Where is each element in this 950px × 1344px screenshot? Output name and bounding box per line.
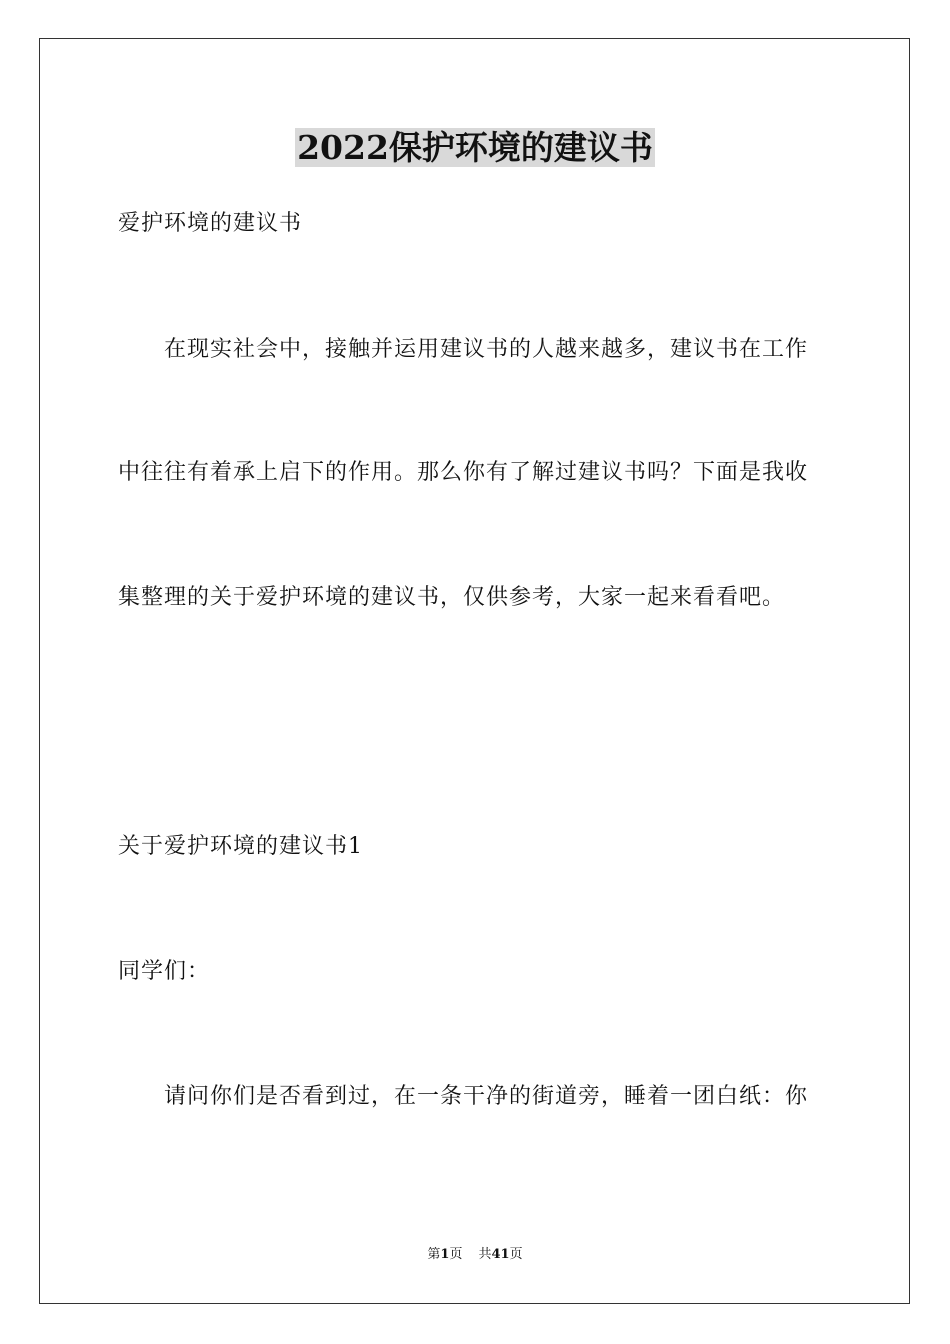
footer-page-prefix: 第 [427,1247,441,1262]
footer-page-number: 1 [440,1247,450,1262]
document-title [0,126,950,170]
footer-total-suffix: 页 [509,1247,523,1262]
page-footer [0,1246,950,1264]
footer-total-pages: 41 [491,1247,510,1262]
document-title-text: 2022保护环境的建议书 [297,128,653,167]
body-paragraph-line-1: 请问你们是否看到过，在一条干净的街道旁，睡着一团白纸：你 [164,1084,809,1109]
intro-paragraph-line-1: 在现实社会中，接触并运用建议书的人越来越多，建议书在工作 [164,337,809,362]
section-heading: 关于爱护环境的建议书1 [118,834,363,859]
intro-paragraph-line-3: 集整理的关于爱护环境的建议书，仅供参考，大家一起来看看吧。 [118,585,786,610]
footer-total-prefix: 共 [478,1247,492,1262]
document-subtitle: 爱护环境的建议书 [118,211,303,236]
salutation: 同学们： [118,959,211,984]
intro-paragraph-line-2: 中往往有着承上启下的作用。那么你有了解过建议书吗？下面是我收 [118,460,809,485]
footer-page-suffix: 页 [449,1247,463,1262]
